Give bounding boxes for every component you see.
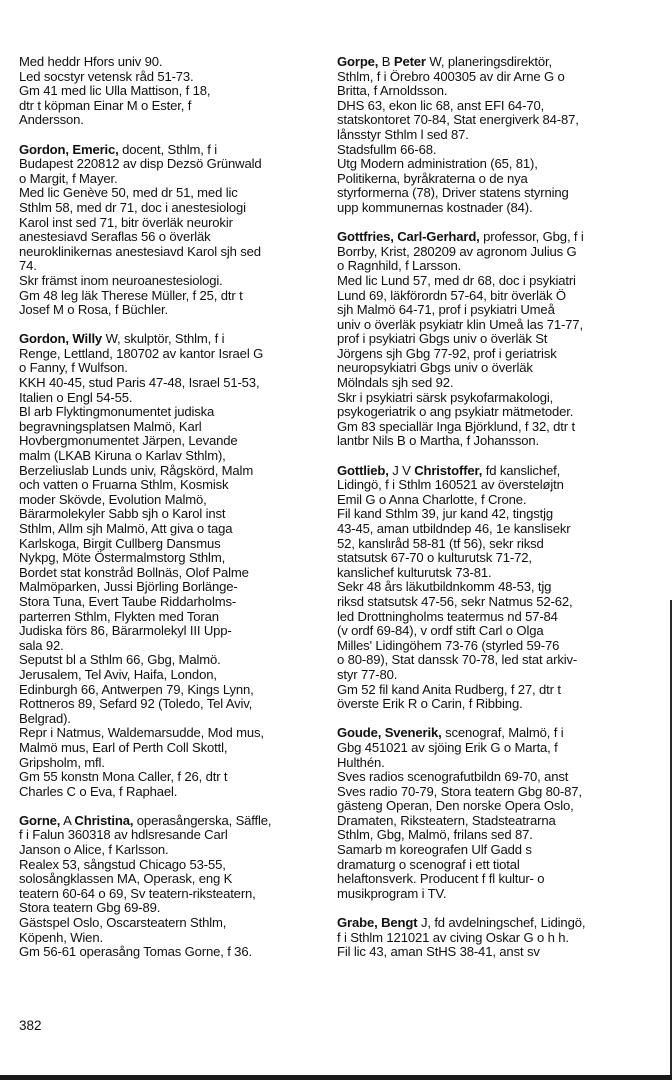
- entry-first-line: [19, 143, 321, 158]
- text-line: fd kanslichef,: [482, 462, 561, 478]
- text-line: DHS 63, ekon lic 68, anst EFI 64-70,: [337, 97, 545, 113]
- biography-entry-gottlieb-christoffer: [337, 464, 637, 712]
- text-line: 43-45, aman utbildndep 46, 1e kanslisekr: [337, 521, 571, 536]
- text-line: W, skulptör, Sthlm, f i: [102, 331, 225, 347]
- text-line: Hovbergmonumentet Järpen, Levande: [19, 433, 238, 449]
- text-line: styr 77-80.: [337, 666, 398, 682]
- text-line: dtr t köpman Einar M o Ester, f: [19, 97, 192, 113]
- text-line: riksd statsutsk 47-56, sekr Natmus 52-62,: [337, 593, 573, 609]
- text-line: Budapest 220812 av disp Dezsö Grünwald: [19, 156, 262, 172]
- text-line: psykogeriatrik o ang psykiatr mätmetoder.: [337, 404, 574, 420]
- text-line: kanslichef kulturutsk 73-81.: [337, 564, 492, 580]
- text-line: Realex 53, sångstud Chicago 53-55,: [19, 856, 226, 872]
- text-line: neuroklinikernas anestesiavd Karol sjh sed: [19, 243, 261, 259]
- biography-entry-gottfries-carl-gerhard: [337, 230, 637, 449]
- entry-given-name: Bengt: [381, 915, 418, 931]
- text-line: Sves radios scenografutbildn 69-70, anst: [337, 769, 569, 785]
- text-line: Sekr 48 års läkutbildnkomm 48-53, tjg: [337, 579, 552, 595]
- text-line: solosångklassen MA, Operask, eng K: [19, 871, 233, 887]
- text-line: prof i psykiatri Gbgs univ o överläk St: [337, 331, 548, 347]
- text-line: Gm 83 speciallär Inga Björklund, f 32, dtr t: [337, 418, 575, 434]
- text-line: Bordet stat konstråd Bollnäs, Olof Palme: [19, 564, 249, 580]
- text-line: Gm 55 konstn Mona Caller, f 26, dtr t: [19, 769, 228, 785]
- text-line: Milles' Lidingöhem 73-76 (styrled 59-76: [337, 637, 560, 653]
- text-line: Borrby, Krist, 280209 av agronom Julius G: [337, 243, 577, 259]
- text-line: begravningsplatsen Malmö, Karl: [19, 418, 202, 434]
- text-line: sala 92.: [19, 637, 64, 653]
- text-line: Köpenh, Wien.: [19, 929, 103, 945]
- text-line: musikprogram i TV.: [337, 885, 447, 901]
- text-line: statskontoret 70-84, Stat energiverk 84-87,: [337, 112, 579, 128]
- text-line: Led socstyr vetensk råd 51-73.: [19, 68, 194, 84]
- text-line: Janson o Alice, f Karlsson.: [19, 842, 169, 858]
- text-line: Belgrad).: [19, 710, 71, 726]
- text-line: anestesiavd Seraflas 56 o överläk: [19, 229, 211, 245]
- text-line: Malmö mus, Earl of Perth Coll Skottl,: [19, 739, 228, 755]
- text-line: Bärarmolekyler Sabb sjh o Karol inst: [19, 506, 226, 522]
- text-line: styrformerna (78), Driver statens styrning: [337, 185, 569, 201]
- biography-entry-grabe-bengt: [337, 916, 637, 960]
- text-line: Jerusalem, Tel Aviv, Haifa, London,: [19, 666, 217, 682]
- entry-surname: Gottfries,: [337, 229, 394, 245]
- text-line: Gästspel Oslo, Oscarsteatern Sthlm,: [19, 915, 227, 931]
- entry-first-line: [337, 916, 637, 931]
- text-line: o Fanny, f Wulfson.: [19, 360, 128, 376]
- entry-given-name: Christoffer,: [414, 462, 483, 478]
- text-line: Hulthén.: [337, 754, 385, 770]
- text-line: led Drottningholms teatermus nd 57-84: [337, 608, 558, 624]
- text-line: Stadsfullm 66-68.: [337, 141, 437, 157]
- text-line: Italien o Engl 54-55.: [19, 389, 133, 405]
- entry-given-name: Carl-Gerhard,: [397, 229, 480, 245]
- text-line: Malmöparken, Jussi Björling Borlänge-: [19, 579, 238, 595]
- entry-surname: Gordon,: [19, 141, 69, 157]
- text-line: o Margit, f Mayer.: [19, 170, 118, 186]
- entry-first-line: [337, 230, 637, 245]
- text-line: Lidingö, f i Sthlm 160521 av översteløjtn: [337, 477, 564, 493]
- text-line: lantbr Nils B o Martha, f Johansson.: [337, 433, 540, 449]
- text-line: docent, Sthlm, f i: [118, 141, 217, 157]
- text-line: Andersson.: [19, 112, 84, 128]
- text-line: sjh Malmö 64-71, prof i psykiatri Umeå: [337, 302, 555, 318]
- text-line: Gm 48 leg läk Therese Müller, f 25, dtr t: [19, 287, 243, 303]
- text-line: helaftonsverk. Producent f fl kultur- o: [337, 871, 545, 887]
- entry-given-prefix: B: [378, 54, 394, 69]
- text-line: neuropsykiatri Gbgs univ o överläk: [337, 360, 533, 376]
- text-line: Josef M o Rosa, f Büchler.: [19, 302, 168, 318]
- entry-given-name: Svenerik,: [384, 725, 442, 741]
- text-line: scenograf, Malmö, f i: [441, 725, 564, 741]
- text-line: lånsstyr Sthlm l sed 87.: [337, 126, 469, 142]
- text-line: dramaturg o scenograf i ett tiotal: [337, 856, 520, 872]
- entry-surname: Gorpe,: [337, 54, 379, 69]
- text-line: Stora Tuna, Evert Taube Riddarholms-: [19, 593, 237, 609]
- entry-surname: Gordon,: [19, 331, 69, 347]
- entry-given-prefix: A: [63, 812, 75, 828]
- right-column: [337, 55, 637, 974]
- text-line: Gripsholm, mfl.: [19, 754, 105, 770]
- text-line: Sthlm, Allm sjh Malmö, Att giva o taga: [19, 521, 233, 536]
- text-line: Repr i Natmus, Waldemarsudde, Mod mus,: [19, 725, 264, 741]
- text-line: Gm 52 fil kand Anita Rudberg, f 27, dtr t: [337, 681, 561, 697]
- text-line: o Ragnhild, f Larsson.: [337, 258, 462, 274]
- entry-first-line: [337, 726, 637, 741]
- text-line: univ o överläk psykiatr klin Umeå las 71-77,: [337, 316, 583, 332]
- text-line: Politikerna, byråkraterna o de nya: [337, 170, 528, 186]
- text-line: 52, kanslιråd 58-81 (tf 56), sekr riksd: [337, 535, 544, 551]
- text-line: Karlskoga, Birgit Cullberg Dansmus: [19, 535, 221, 551]
- text-line: 74.: [19, 258, 37, 274]
- text-line: gästeng Operan, Den norske Opera Oslo,: [337, 798, 574, 814]
- entry-first-line: [19, 814, 321, 829]
- text-line: Britta, f Arnoldsson.: [337, 83, 448, 99]
- text-line: Jörgens sjh Gbg 77-92, prof i geriatrisk: [337, 345, 557, 361]
- text-line: J, fd avdelningschef, Lidingö,: [417, 915, 586, 931]
- text-line: Lund 69, läkförordn 57-64, bitr överläk Ö: [337, 287, 566, 303]
- text-line: Med heddr Hfors univ 90.: [19, 54, 163, 69]
- text-line: W, planeringsdirektör,: [425, 54, 552, 69]
- text-line: Gbg 451021 av sjöing Erik G o Marta, f: [337, 739, 558, 755]
- text-line: Mölndals sjh sed 92.: [337, 375, 454, 391]
- text-line: teatern 60-64 o 69, Sv teatern-riksteatern,: [19, 885, 256, 901]
- text-line: Dramaten, Riksteatern, Stadsteatrarna: [337, 812, 556, 828]
- biography-entry-gorpe-peter: [337, 55, 637, 216]
- scan-bottom-border: [0, 1075, 672, 1080]
- entry-given-name: Emeric,: [72, 141, 119, 157]
- entry-surname: Grabe,: [337, 915, 378, 931]
- entry-first-line: [19, 332, 321, 347]
- entry-surname: Gottlieb,: [337, 462, 389, 478]
- entry-given-name: Peter: [393, 54, 426, 69]
- entry-surname: Goude,: [337, 725, 382, 741]
- text-line: överste Erik R o Carin, f Ribbing.: [337, 696, 523, 712]
- text-line: statsutsk 67-70 o kulturutsk 71-72,: [337, 550, 532, 566]
- entry-given-name: Christina,: [74, 812, 134, 828]
- text-line: Judiska förs 86, Bärarmolekyl III Upp-: [19, 623, 232, 639]
- text-line: Sthlm, f i Örebro 400305 av dir Arne G o: [337, 68, 565, 84]
- text-line: parterren Sthlm, Flykten med Toran: [19, 608, 219, 624]
- biography-entry-gordon-willy: [19, 332, 321, 799]
- text-line: Nykpg, Möte Östermalmstorg Sthlm,: [19, 550, 226, 566]
- entry-given-prefix: J V: [388, 462, 415, 478]
- page-number: 382: [19, 1018, 42, 1033]
- text-line: Skr främst inom neuroanestesiologi.: [19, 272, 223, 288]
- text-line: Seputst bl a Sthlm 66, Gbg, Malmö.: [19, 652, 221, 668]
- text-line: Samarb m koreografen Ulf Gadd s: [337, 842, 532, 858]
- entry-first-line: [337, 55, 637, 70]
- text-line: Fil lic 43, aman StHS 38-41, anst sv: [337, 944, 540, 960]
- text-line: (v ordf 69-84), v ordf stift Carl o Olga: [337, 623, 544, 639]
- text-line: Charles C o Eva, f Raphael.: [19, 783, 178, 799]
- text-line: Gm 56-61 operasång Tomas Gorne, f 36.: [19, 944, 252, 960]
- text-line: operasångerska, Säffle,: [133, 812, 272, 828]
- text-line: Med lic Lund 57, med dr 68, doc i psykiatri: [337, 272, 576, 288]
- text-line: Stora teatern Gbg 69-89.: [19, 900, 161, 916]
- text-line: Renge, Lettland, 180702 av kantor Israel G: [19, 345, 264, 361]
- biography-entry-goude-svenerik: [337, 726, 637, 901]
- text-line: Sves radio 70-79, Stora teatern Gbg 80-87,: [337, 783, 582, 799]
- biography-entry-gorne-christina: [19, 814, 321, 960]
- text-line: Gm 41 med lic Ulla Mattison, f 18,: [19, 83, 211, 99]
- text-line: Rottneros 89, Sefard 92 (Toledo, Tel Aviv,: [19, 696, 253, 712]
- text-line: Sthlm, Gbg, Malmö, frilans sed 87.: [337, 827, 533, 843]
- text-line: Med lic Genève 50, med dr 51, med lic: [19, 185, 238, 201]
- text-line: Utg Modern administration (65, 81),: [337, 156, 538, 172]
- text-line: KKH 40-45, stud Paris 47-48, Israel 51-53,: [19, 375, 260, 391]
- entry-first-line: [337, 464, 637, 479]
- text-line: Edinburgh 66, Antwerpen 79, Kings Lynn,: [19, 681, 254, 697]
- text-line: professor, Gbg, f i: [479, 229, 584, 245]
- text-line: Berzeliuslab Lunds univ, Rågskörd, Malm: [19, 462, 254, 478]
- entry-surname: Gorne,: [19, 812, 61, 828]
- text-line: malm (LKAB Kiruna o Karlav Sthlm),: [19, 448, 226, 464]
- text-line: Bl arb Flyktingmonumentet judiska: [19, 404, 215, 420]
- text-line: Karol inst sed 71, bitr överläk neurokir: [19, 214, 233, 230]
- text-line: och vatten o Fruarna Sthlm, Kosmisk: [19, 477, 229, 493]
- entry-given-name: Willy: [72, 331, 103, 347]
- text-line: Skr i psykiatri särsk psykofarmakologi,: [337, 389, 554, 405]
- text-line: upp kommunernas kostnader (84).: [337, 199, 533, 215]
- text-line: Emil G o Anna Charlotte, f Crone.: [337, 491, 527, 507]
- text-line: moder Skövde, Evolution Malmö,: [19, 491, 207, 507]
- text-line: Sthlm 58, med dr 71, doc i anestesiologi: [19, 199, 246, 215]
- left-column: [19, 55, 321, 974]
- text-line: Fil kand Sthlm 39, jur kand 42, tingstjg: [337, 506, 553, 522]
- text-line: f i Sthlm 121021 av civing Oskar G o h h.: [337, 929, 569, 945]
- continuation-entry: [19, 55, 321, 128]
- text-line: o 80-89), Stat danssk 70-78, led stat arkiv-: [337, 652, 578, 668]
- biography-entry-gordon-emeric: [19, 143, 321, 318]
- text-line: f i Falun 360318 av hdlsresande Carl: [19, 827, 228, 843]
